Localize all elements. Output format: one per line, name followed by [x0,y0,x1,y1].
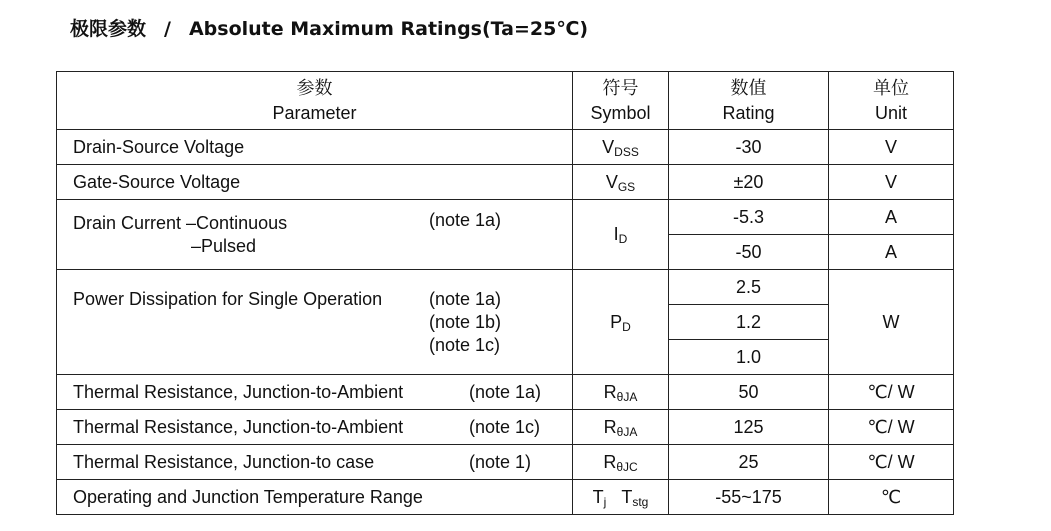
power-note-1c: (note 1c) [429,335,501,355]
drain-current-note: (note 1a) [429,210,502,230]
thermal-ja-note-1a: (note 1a) [469,382,542,402]
table-row [57,445,954,480]
rating-vdss: -30 [669,130,829,165]
table-row [57,410,954,445]
page-title [70,14,588,41]
rating-pd-1c: 1.0 [669,340,829,375]
table-row [57,130,954,165]
unit-rthja-1a: ℃/ W [829,375,954,410]
drain-current-continuous-label: Drain Current –Continuous [73,212,288,233]
rating-id-pulsed: -50 [669,235,829,270]
param-drain-source-voltage: Drain-Source Voltage [57,130,573,165]
symbol-id: $I_D$ [573,200,669,270]
symbol-vdss: $V_{DSS}$ [573,130,669,165]
param-power-dissipation [57,270,573,375]
header-unit: 单位 Unit [829,72,954,130]
unit-pd: W [829,270,954,375]
symbol-pd: $P_D$ [573,270,669,375]
symbol-vgs: $V_{GS}$ [573,165,669,200]
table-row [57,200,954,235]
drain-current-pulsed-label: –Pulsed [191,235,257,256]
title-separator: / [164,18,171,40]
symbol-rthja-1c: $R_{\theta JA}$ [573,410,669,445]
header-parameter: 参数 Parameter [57,72,573,130]
rating-vgs: ±20 [669,165,829,200]
power-note-1a: (note 1a) [429,289,502,309]
param-thermal-resistance-ja-1c: Thermal Resistance, Junction-to-Ambient (note 1c) [57,410,573,445]
rating-rthja-1c: 125 [669,410,829,445]
unit-rthjc: ℃/ W [829,445,954,480]
thermal-ja-note-1c: (note 1c) [469,417,541,437]
table-row [57,165,954,200]
table-row [57,375,954,410]
unit-id-pulsed: A [829,235,954,270]
table-row [57,480,954,515]
title-cn: 极限参数 [70,18,147,40]
rating-rthja-1a: 50 [669,375,829,410]
header-symbol: 符号 Symbol [573,72,669,130]
rating-temperature: -55~175 [669,480,829,515]
rating-rthjc: 25 [669,445,829,480]
power-note-1b: (note 1b) [429,312,502,332]
unit-vgs: V [829,165,954,200]
table-row [57,270,954,305]
rating-pd-1b: 1.2 [669,305,829,340]
param-thermal-resistance-jc: Thermal Resistance, Junction-to case (note 1) [57,445,573,480]
symbol-rthja-1a: $R_{\theta JA}$ [573,375,669,410]
unit-id-continuous: A [829,200,954,235]
symbol-rthjc: $R_{\theta JC}$ [573,445,669,480]
header-rating: 数值 Rating [669,72,829,130]
title-en: Absolute Maximum Ratings(Ta=25℃) [188,18,589,40]
param-thermal-resistance-ja-1a: Thermal Resistance, Junction-to-Ambient (note 1a) [57,375,573,410]
unit-vdss: V [829,130,954,165]
rating-id-continuous: -5.3 [669,200,829,235]
absolute-maximum-ratings-table [56,71,954,515]
unit-rthja-1c: ℃/ W [829,410,954,445]
param-gate-source-voltage: Gate-Source Voltage [57,165,573,200]
param-drain-current [57,200,573,270]
power-dissipation-label: Power Dissipation for Single Operation [73,289,383,309]
rating-pd-1a: 2.5 [669,270,829,305]
param-temperature-range: Operating and Junction Temperature Range [57,480,573,515]
thermal-jc-note: (note 1) [469,452,532,472]
symbol-tj-tstg: $T_j$ $T_{stg}$ [573,480,669,515]
unit-temperature: ℃ [829,480,954,515]
table-header-row [57,72,954,130]
